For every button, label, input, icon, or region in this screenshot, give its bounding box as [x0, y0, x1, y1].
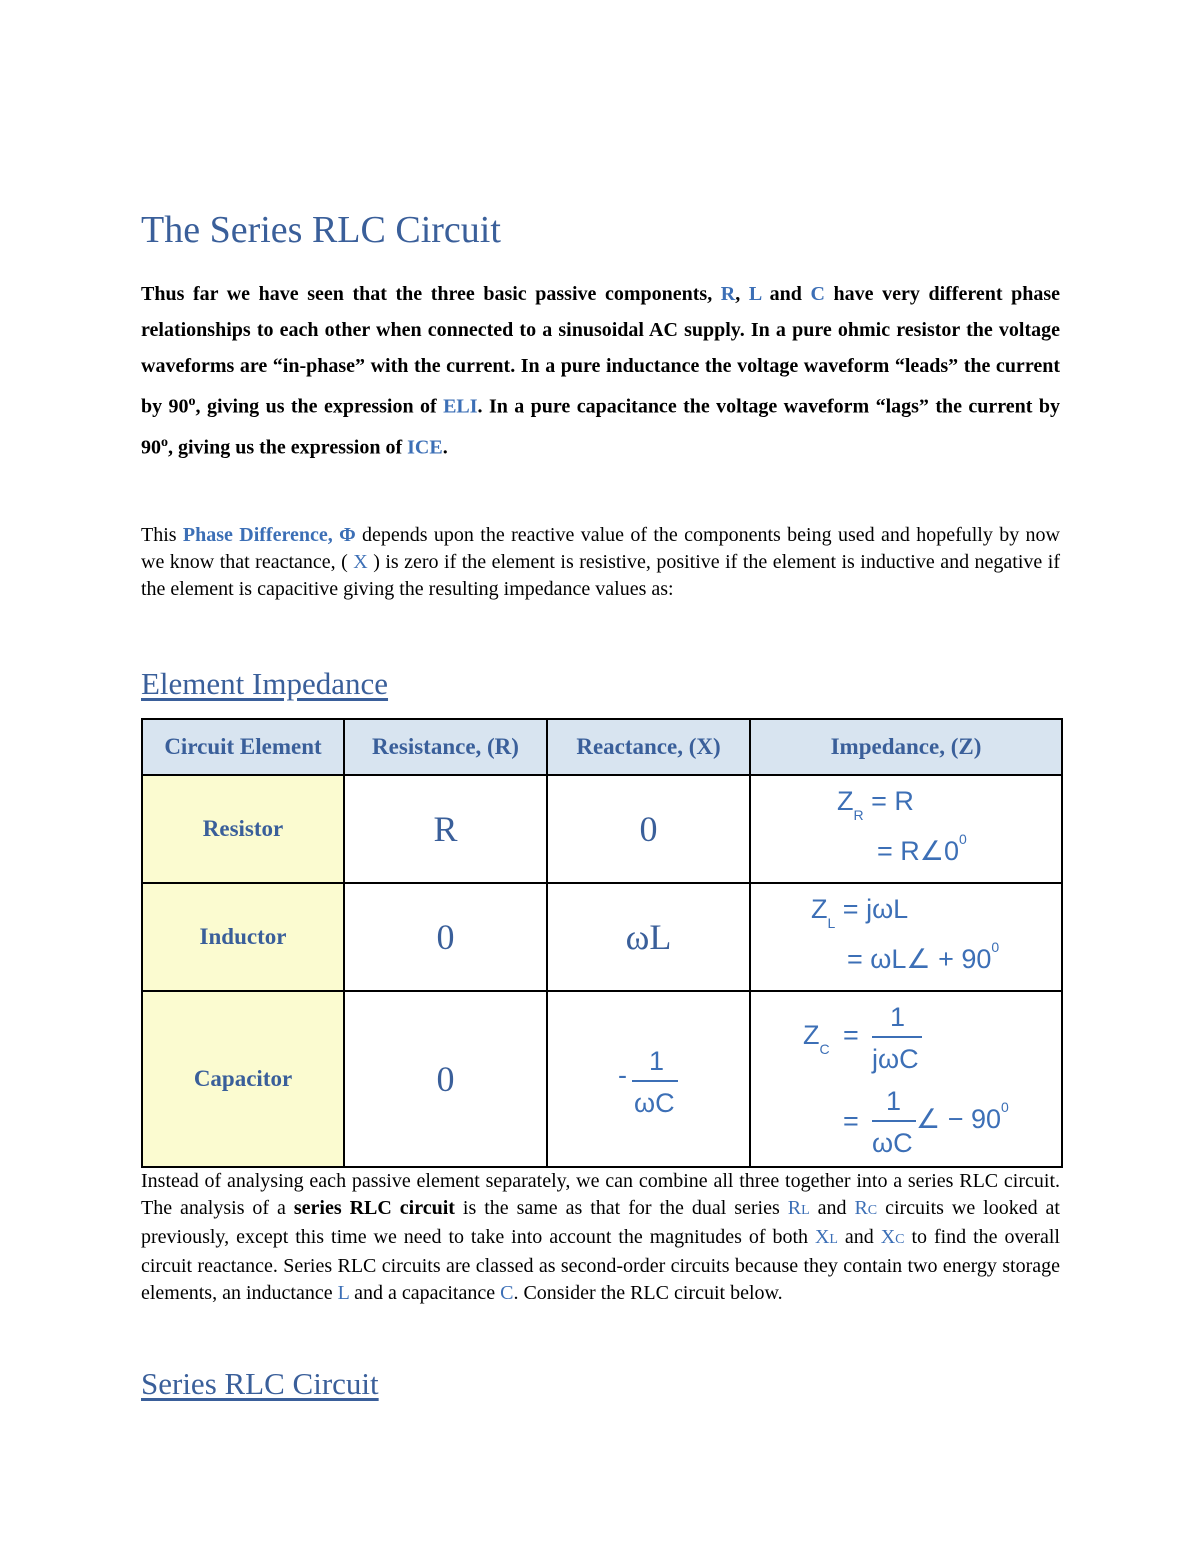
cell-resistance: 0 [344, 883, 547, 991]
cell-resistance: 0 [344, 991, 547, 1167]
analysis-text: is the same as that for the dual series [454, 1197, 788, 1219]
section-heading-series-rlc: Series RLC Circuit [141, 1366, 379, 1401]
table-header-row [142, 719, 1062, 775]
minus-sign: - [618, 1060, 627, 1090]
fraction-numerator: 1 [886, 1086, 902, 1116]
rc-symbol: RC [854, 1197, 878, 1219]
analysis-paragraph [141, 1168, 1060, 1307]
cell-resistance: R [344, 775, 547, 883]
analysis-text: . Consider the RLC circuit below. [513, 1282, 783, 1304]
intro-text: , giving us the expression of [195, 395, 444, 418]
header-reactance: Reactance, (X) [547, 719, 750, 775]
fraction-bar [632, 1080, 678, 1082]
rl-symbol: RL [787, 1197, 810, 1219]
l-symbol: L [337, 1282, 350, 1304]
intro-comma: , [735, 283, 749, 305]
formula-equals: = [843, 1106, 859, 1136]
formula-z: $Z_C$ [803, 1020, 830, 1057]
fraction-denominator: jωC [872, 1044, 919, 1074]
analysis-text: to find the overall circuit reactance. Series RLC circuits are classed as second-order circuits because they contain two energy storage elements, an inductance [141, 1226, 1060, 1304]
fraction-numerator: 1 [890, 1002, 906, 1032]
intro-text: . [442, 436, 448, 459]
cell-element: Capacitor [142, 991, 344, 1167]
table-row-resistor [142, 775, 1062, 883]
phase-x: X [353, 551, 368, 573]
impedance-table [141, 718, 1063, 1168]
cell-impedance-resistor [750, 775, 1062, 883]
cell-reactance-capacitor [547, 991, 750, 1167]
phase-term: Phase Difference, Φ [182, 524, 356, 546]
intro-c: C [810, 283, 825, 305]
cell-impedance-inductor [750, 883, 1062, 991]
degree-mark: o [188, 394, 196, 409]
xl-symbol: XL [814, 1226, 838, 1248]
intro-text: , giving us the expression of [168, 436, 408, 459]
formula-line: $Z_L = j\omega L$ [811, 894, 909, 931]
header-circuit-element: Circuit Element [142, 719, 344, 775]
header-resistance: Resistance, (R) [344, 719, 547, 775]
cell-reactance: 0 [547, 775, 750, 883]
formula-angle: ∠ − $90^0$ [916, 1099, 1009, 1134]
phase-text: ) is zero if the element is resistive, positive if the element is inductive and negative if the element is capacitive giving the resulting impedance values as: [141, 551, 1060, 600]
formula-line: = $R\angle 0^0$ [877, 831, 967, 866]
fraction-denominator: ωC [634, 1088, 675, 1118]
intro-l: L [748, 283, 762, 305]
intro-and: and [761, 283, 811, 305]
analysis-text: circuits we looked at previously, except this time we need to take into account the magnitudes of both [141, 1197, 1060, 1248]
intro-r: R [720, 283, 736, 305]
formula-line: $Z_R = R$ [837, 786, 914, 823]
analysis-text: Instead of analysing each passive element separately, we can combine all three together into a series RLC circuit. The analysis of a [141, 1170, 1060, 1219]
analysis-text: and [837, 1226, 881, 1248]
phase-paragraph [141, 522, 1060, 603]
c-symbol: C [500, 1282, 514, 1304]
table-row-capacitor [142, 991, 1062, 1167]
page-title: The Series RLC Circuit [141, 209, 501, 251]
intro-paragraph [141, 276, 1060, 465]
phase-text: depends upon the reactive value of the components being used and hopefully by now we know that reactance, ( [141, 524, 1060, 573]
xc-symbol: XC [880, 1226, 905, 1248]
analysis-text: and [809, 1197, 855, 1219]
table-row-inductor [142, 883, 1062, 991]
fraction-bar [872, 1036, 922, 1038]
cell-reactance: ωL [547, 883, 750, 991]
intro-ice: ICE [407, 436, 443, 459]
fraction-denominator: ωC [872, 1128, 913, 1158]
phase-text: This [141, 524, 183, 546]
header-impedance: Impedance, (Z) [750, 719, 1062, 775]
analysis-bold: series RLC circuit [293, 1197, 455, 1219]
formula-line: = ωL∠ + $90^0$ [847, 939, 1000, 974]
intro-text: have very different phase relationships to each other when connected to a sinusoidal AC supply. In a pure ohmic resistor the voltage waveforms are “in-phase” with the current. In a pure inductance the voltage waveform “leads” the current by 90 [141, 283, 1061, 418]
cell-element: Inductor [142, 883, 344, 991]
section-heading-element-impedance: Element Impedance [141, 666, 389, 701]
intro-eli: ELI [443, 395, 478, 418]
cell-element: Resistor [142, 775, 344, 883]
fraction-numerator: 1 [649, 1046, 665, 1076]
fraction-bar [872, 1120, 916, 1122]
analysis-text: and a capacitance [349, 1282, 501, 1304]
formula-equals: = [843, 1020, 859, 1050]
intro-text: . In a pure capacitance the voltage waveform “lags” the current by 90 [141, 395, 1060, 459]
cell-impedance-capacitor [750, 991, 1062, 1167]
intro-text: Thus far we have seen that the three basic passive components, [141, 283, 721, 305]
degree-mark: o [161, 434, 168, 450]
